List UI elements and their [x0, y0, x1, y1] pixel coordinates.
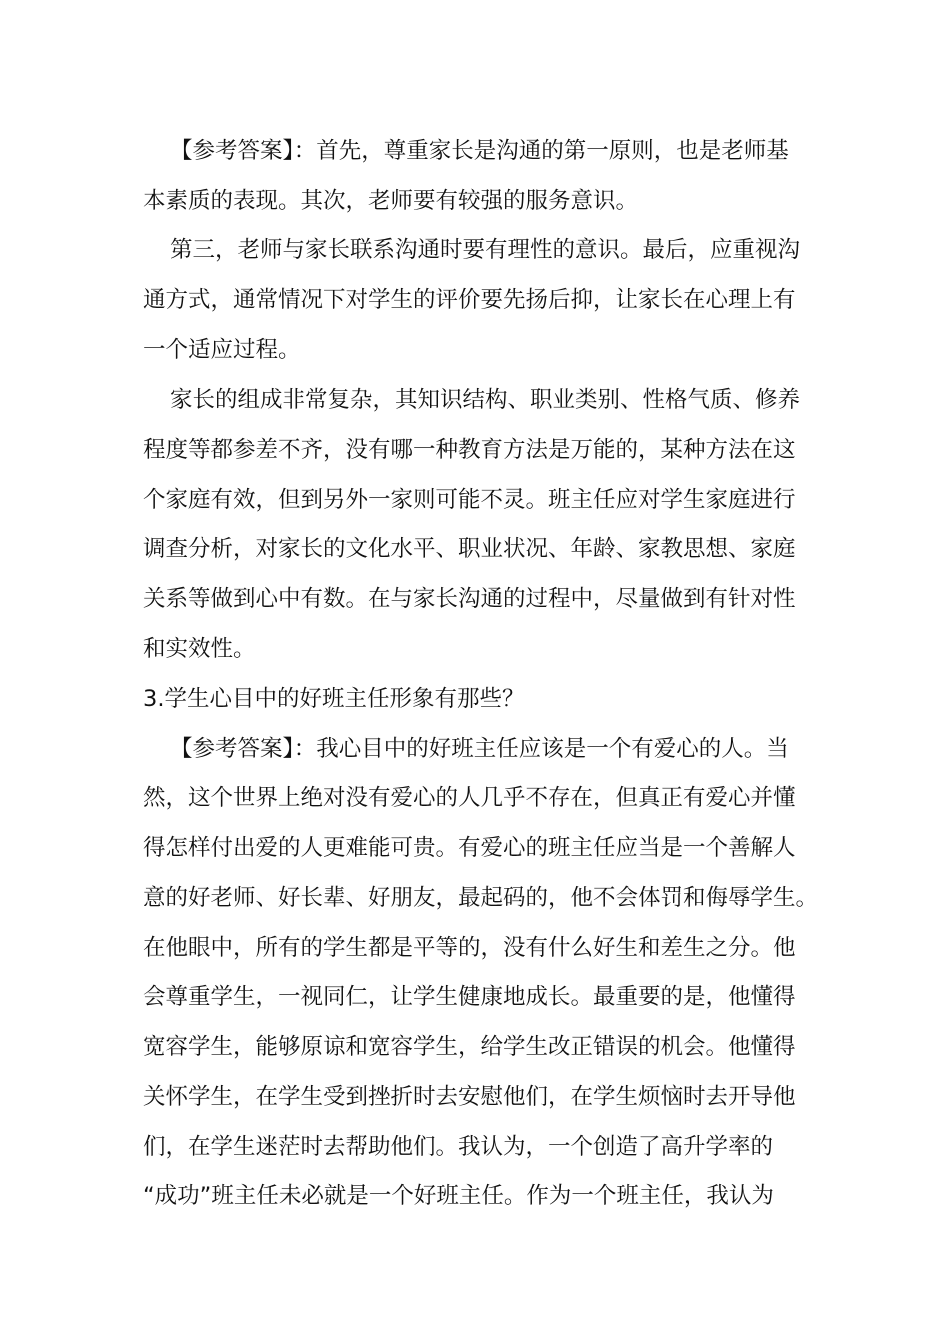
text-line: “成功”班主任未必就是一个好班主任。作为一个班主任，我认为 [143, 1183, 774, 1209]
text-line: 家长的组成非常复杂，其知识结构、职业类别、性格气质、修养 [170, 387, 801, 413]
text-line: 程度等都参差不齐，没有哪一种教育方法是万能的，某种方法在这 [143, 437, 796, 463]
text-line: 然，这个世界上绝对没有爱心的人几乎不存在，但真正有爱心并懂 [143, 785, 796, 811]
section-heading: 3.学生心目中的好班主任形象有那些？ [143, 686, 525, 712]
text-line: 和实效性。 [143, 636, 256, 662]
text-line: 第三，老师与家长联系沟通时要有理性的意识。最后，应重视沟 [170, 237, 801, 263]
text-line: 关系等做到心中有数。在与家长沟通的过程中，尽量做到有针对性 [143, 586, 796, 612]
text-line: 在他眼中，所有的学生都是平等的，没有什么好生和差生之分。他 [143, 935, 796, 961]
text-line: 调查分析，对家长的文化水平、职业状况、年龄、家教思想、家庭 [143, 536, 796, 562]
text-line: 一个适应过程。 [143, 337, 301, 363]
text-line: 【参考答案】：首先，尊重家长是沟通的第一原则，也是老师基 [170, 138, 789, 164]
text-line: 会尊重学生，一视同仁，让学生健康地成长。最重要的是，他懂得 [143, 984, 796, 1010]
text-line: 【参考答案】：我心目中的好班主任应该是一个有爱心的人。当 [170, 736, 789, 762]
text-line: 们，在学生迷茫时去帮助他们。我认为，一个创造了高升学率的 [143, 1134, 774, 1160]
text-line: 宽容学生，能够原谅和宽容学生，给学生改正错误的机会。他懂得 [143, 1034, 796, 1060]
text-line: 本素质的表现。其次，老师要有较强的服务意识。 [143, 188, 639, 214]
text-line: 个家庭有效，但到另外一家则可能不灵。班主任应对学生家庭进行 [143, 487, 796, 513]
text-line: 通方式，通常情况下对学生的评价要先扬后抑，让家长在心理上有 [143, 287, 796, 313]
text-line: 得怎样付出爱的人更难能可贵。有爱心的班主任应当是一个善解人 [143, 835, 796, 861]
text-line: 意的好老师、好长辈、好朋友，最起码的，他不会体罚和侮辱学生。 [143, 885, 819, 911]
text-line: 关怀学生，在学生受到挫折时去安慰他们，在学生烦恼时去开导他 [143, 1084, 796, 1110]
